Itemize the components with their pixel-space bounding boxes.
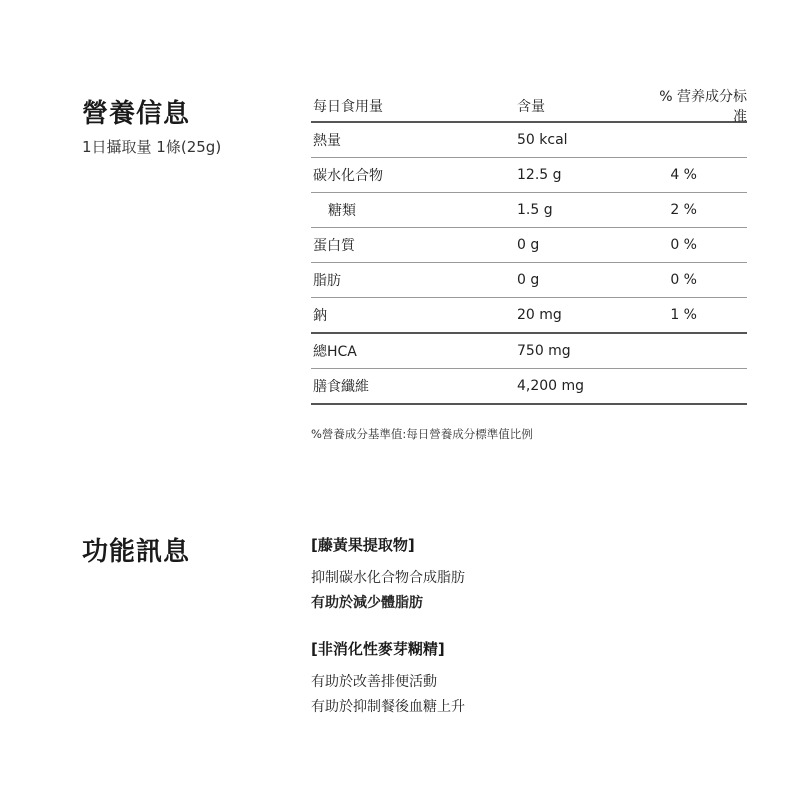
row-name: 總HCA xyxy=(313,344,357,360)
row-amount: 20 mg xyxy=(517,307,562,323)
row-percent: 1 % xyxy=(670,307,697,323)
header-content: 含量 xyxy=(517,98,545,115)
row-amount: 4,200 mg xyxy=(517,378,585,394)
row-name: 蛋白質 xyxy=(313,238,355,254)
row-percent: 0 % xyxy=(670,272,697,288)
row-name: 糖類 xyxy=(328,203,356,219)
nutrition-title: 營養信息 xyxy=(82,99,191,129)
table-row xyxy=(311,298,747,334)
table-row xyxy=(311,158,747,193)
table-row xyxy=(311,263,747,298)
function-line: 有助於改善排便活動 xyxy=(311,674,437,690)
row-percent: 0 % xyxy=(670,237,697,253)
serving-size: 1日攝取量 1條(25g) xyxy=(82,138,222,156)
header-daily: 每日食用量 xyxy=(313,98,383,115)
table-row xyxy=(311,193,747,228)
function-block xyxy=(311,534,751,616)
row-amount: 1.5 g xyxy=(517,202,553,218)
ingredient-heading: [非消化性麥芽糊精] xyxy=(311,640,445,658)
row-name: 熱量 xyxy=(313,133,341,149)
row-percent: 4 % xyxy=(670,167,697,183)
function-line: 有助於減少體脂肪 xyxy=(311,595,423,611)
row-amount: 0 g xyxy=(517,272,540,288)
row-amount: 750 mg xyxy=(517,343,571,359)
table-row xyxy=(311,334,747,369)
table-row xyxy=(311,123,747,158)
row-name: 膳食纖維 xyxy=(313,379,369,395)
row-name: 鈉 xyxy=(313,308,327,324)
function-line: 抑制碳水化合物合成脂肪 xyxy=(311,570,465,586)
row-amount: 12.5 g xyxy=(517,167,562,183)
header-percent: % 营养成分标准 xyxy=(659,88,747,125)
row-amount: 0 g xyxy=(517,237,540,253)
ingredient-heading: [藤黃果提取物] xyxy=(311,536,415,554)
row-name: 碳水化合物 xyxy=(313,168,383,184)
function-line: 有助於抑制餐後血糖上升 xyxy=(311,699,465,715)
nutrition-table xyxy=(311,90,747,405)
table-footnote: %營養成分基準值:每日營養成分標準值比例 xyxy=(311,427,533,441)
row-amount: 50 kcal xyxy=(517,132,568,148)
row-percent: 2 % xyxy=(670,202,697,218)
table-header xyxy=(311,90,747,123)
row-name: 脂肪 xyxy=(313,273,341,289)
functional-title: 功能訊息 xyxy=(82,537,191,567)
function-block xyxy=(311,638,751,720)
functional-info xyxy=(311,534,751,742)
table-row xyxy=(311,228,747,263)
table-row xyxy=(311,369,747,405)
